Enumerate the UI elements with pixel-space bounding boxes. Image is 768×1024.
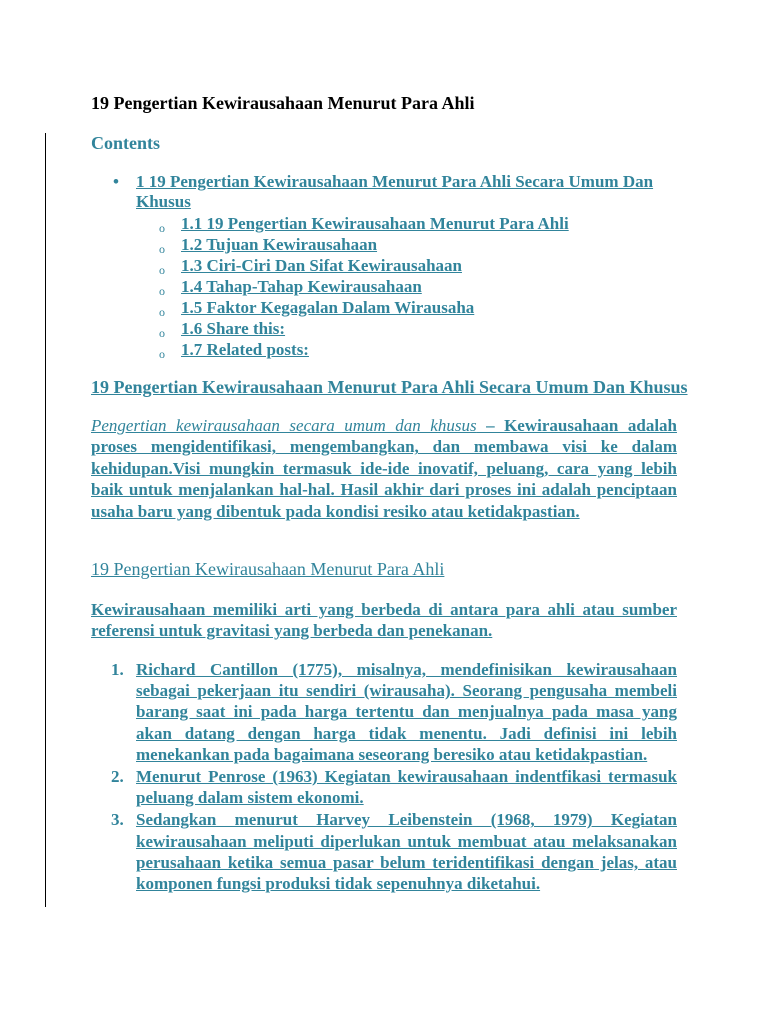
toc-item-1-7[interactable]	[91, 340, 691, 361]
toc-item-1-5[interactable]	[91, 298, 691, 319]
contents-heading: Contents	[91, 133, 161, 153]
circle-bullet-icon: o	[159, 242, 165, 256]
toc-item-1-3[interactable]	[91, 256, 691, 277]
toc-link-label[interactable]: 1.5 Faktor Kegagalan Dalam Wirausaha	[181, 298, 475, 317]
list-item[interactable]	[91, 659, 677, 765]
section-heading-experts[interactable]: 19 Pengertian Kewirausahaan Menurut Para Ahli	[91, 559, 445, 579]
toc-item-1-2[interactable]	[91, 235, 691, 256]
circle-bullet-icon: o	[159, 284, 165, 298]
toc-item-1-4[interactable]	[91, 277, 691, 298]
list-item-text[interactable]: Sedangkan menurut Harvey Leibenstein (1968, 1979) Kegiatan kewirausahaan meliputi diperlukan untuk membuat atau melaksanakan perusahaan ketika semua pasar belum teridentifikasi dengan jelas, atau komponen fungsi produksi tidak sepenuhnya diketahui.	[136, 810, 677, 894]
toc-link-label[interactable]: 1.7 Related posts:	[181, 340, 309, 359]
list-number: 2.	[111, 767, 124, 787]
toc-link-label[interactable]: 1.4 Tahap-Tahap Kewirausahaan	[181, 277, 422, 296]
circle-bullet-icon: o	[159, 326, 165, 340]
circle-bullet-icon: o	[159, 221, 165, 235]
margin-rule	[45, 133, 46, 907]
list-number: 3.	[111, 810, 124, 830]
paragraph-experts-intro[interactable]: Kewirausahaan memiliki arti yang berbeda di antara para ahli atau sumber referensi untuk gravitasi yang berbeda dan penekanan.	[91, 600, 677, 641]
paragraph-definition	[91, 415, 677, 522]
paragraph-lead[interactable]: Pengertian kewirausahaan secara umum dan khusus	[91, 416, 477, 435]
bullet-icon: •	[113, 172, 119, 191]
experts-list	[91, 659, 677, 895]
toc-item-1-6[interactable]	[91, 319, 691, 340]
table-of-contents	[91, 172, 691, 361]
toc-link-label[interactable]: 1.1 19 Pengertian Kewirausahaan Menurut Para Ahli	[181, 214, 569, 233]
list-item[interactable]	[91, 766, 677, 808]
circle-bullet-icon: o	[159, 347, 165, 361]
toc-link-label[interactable]: 1 19 Pengertian Kewirausahaan Menurut Para Ahli Secara Umum Dan Khusus	[136, 172, 654, 211]
section-heading-general[interactable]: 19 Pengertian Kewirausahaan Menurut Para Ahli Secara Umum Dan Khusus	[91, 377, 688, 397]
list-number: 1.	[111, 660, 124, 679]
document-title: 19 Pengertian Kewirausahaan Menurut Para Ahli	[91, 93, 475, 113]
toc-link-label[interactable]: 1.2 Tujuan Kewirausahaan	[181, 235, 378, 254]
toc-item-1[interactable]	[91, 172, 691, 212]
circle-bullet-icon: o	[159, 305, 165, 319]
circle-bullet-icon: o	[159, 263, 165, 277]
paragraph-body[interactable]: – Kewirausahaan adalah proses mengidentifikasi, mengembangkan, dan membawa visi ke dalam kehidupan.Visi mungkin termasuk ide-ide inovatif, peluang, cara yang lebih baik untuk menjalankan hal-hal. Hasil akhir dari proses ini adalah penciptaan usaha baru yang dibentuk pada kondisi resiko atau ketidakpastian.	[91, 416, 677, 521]
list-item[interactable]	[91, 809, 677, 894]
toc-link-label[interactable]: 1.3 Ciri-Ciri Dan Sifat Kewirausahaan	[181, 256, 462, 275]
list-item-text[interactable]: Richard Cantillon (1775), misalnya, mendefinisikan kewirausahaan sebagai pekerjaan itu sendiri (wirausaha). Seorang pengusaha membeli barang saat ini pada harga tertentu dan menjualnya pada masa yang akan datang dengan harga tidak menentu. Jadi definisi ini lebih menekankan pada bagaimana seseorang beresiko atau ketidakpastian.	[136, 660, 677, 764]
toc-item-1-1[interactable]	[91, 214, 691, 235]
toc-link-label[interactable]: 1.6 Share this:	[181, 319, 286, 338]
list-item-text[interactable]: Menurut Penrose (1963) Kegiatan kewirausahaan indentfikasi termasuk peluang dalam sistem ekonomi.	[136, 767, 677, 808]
